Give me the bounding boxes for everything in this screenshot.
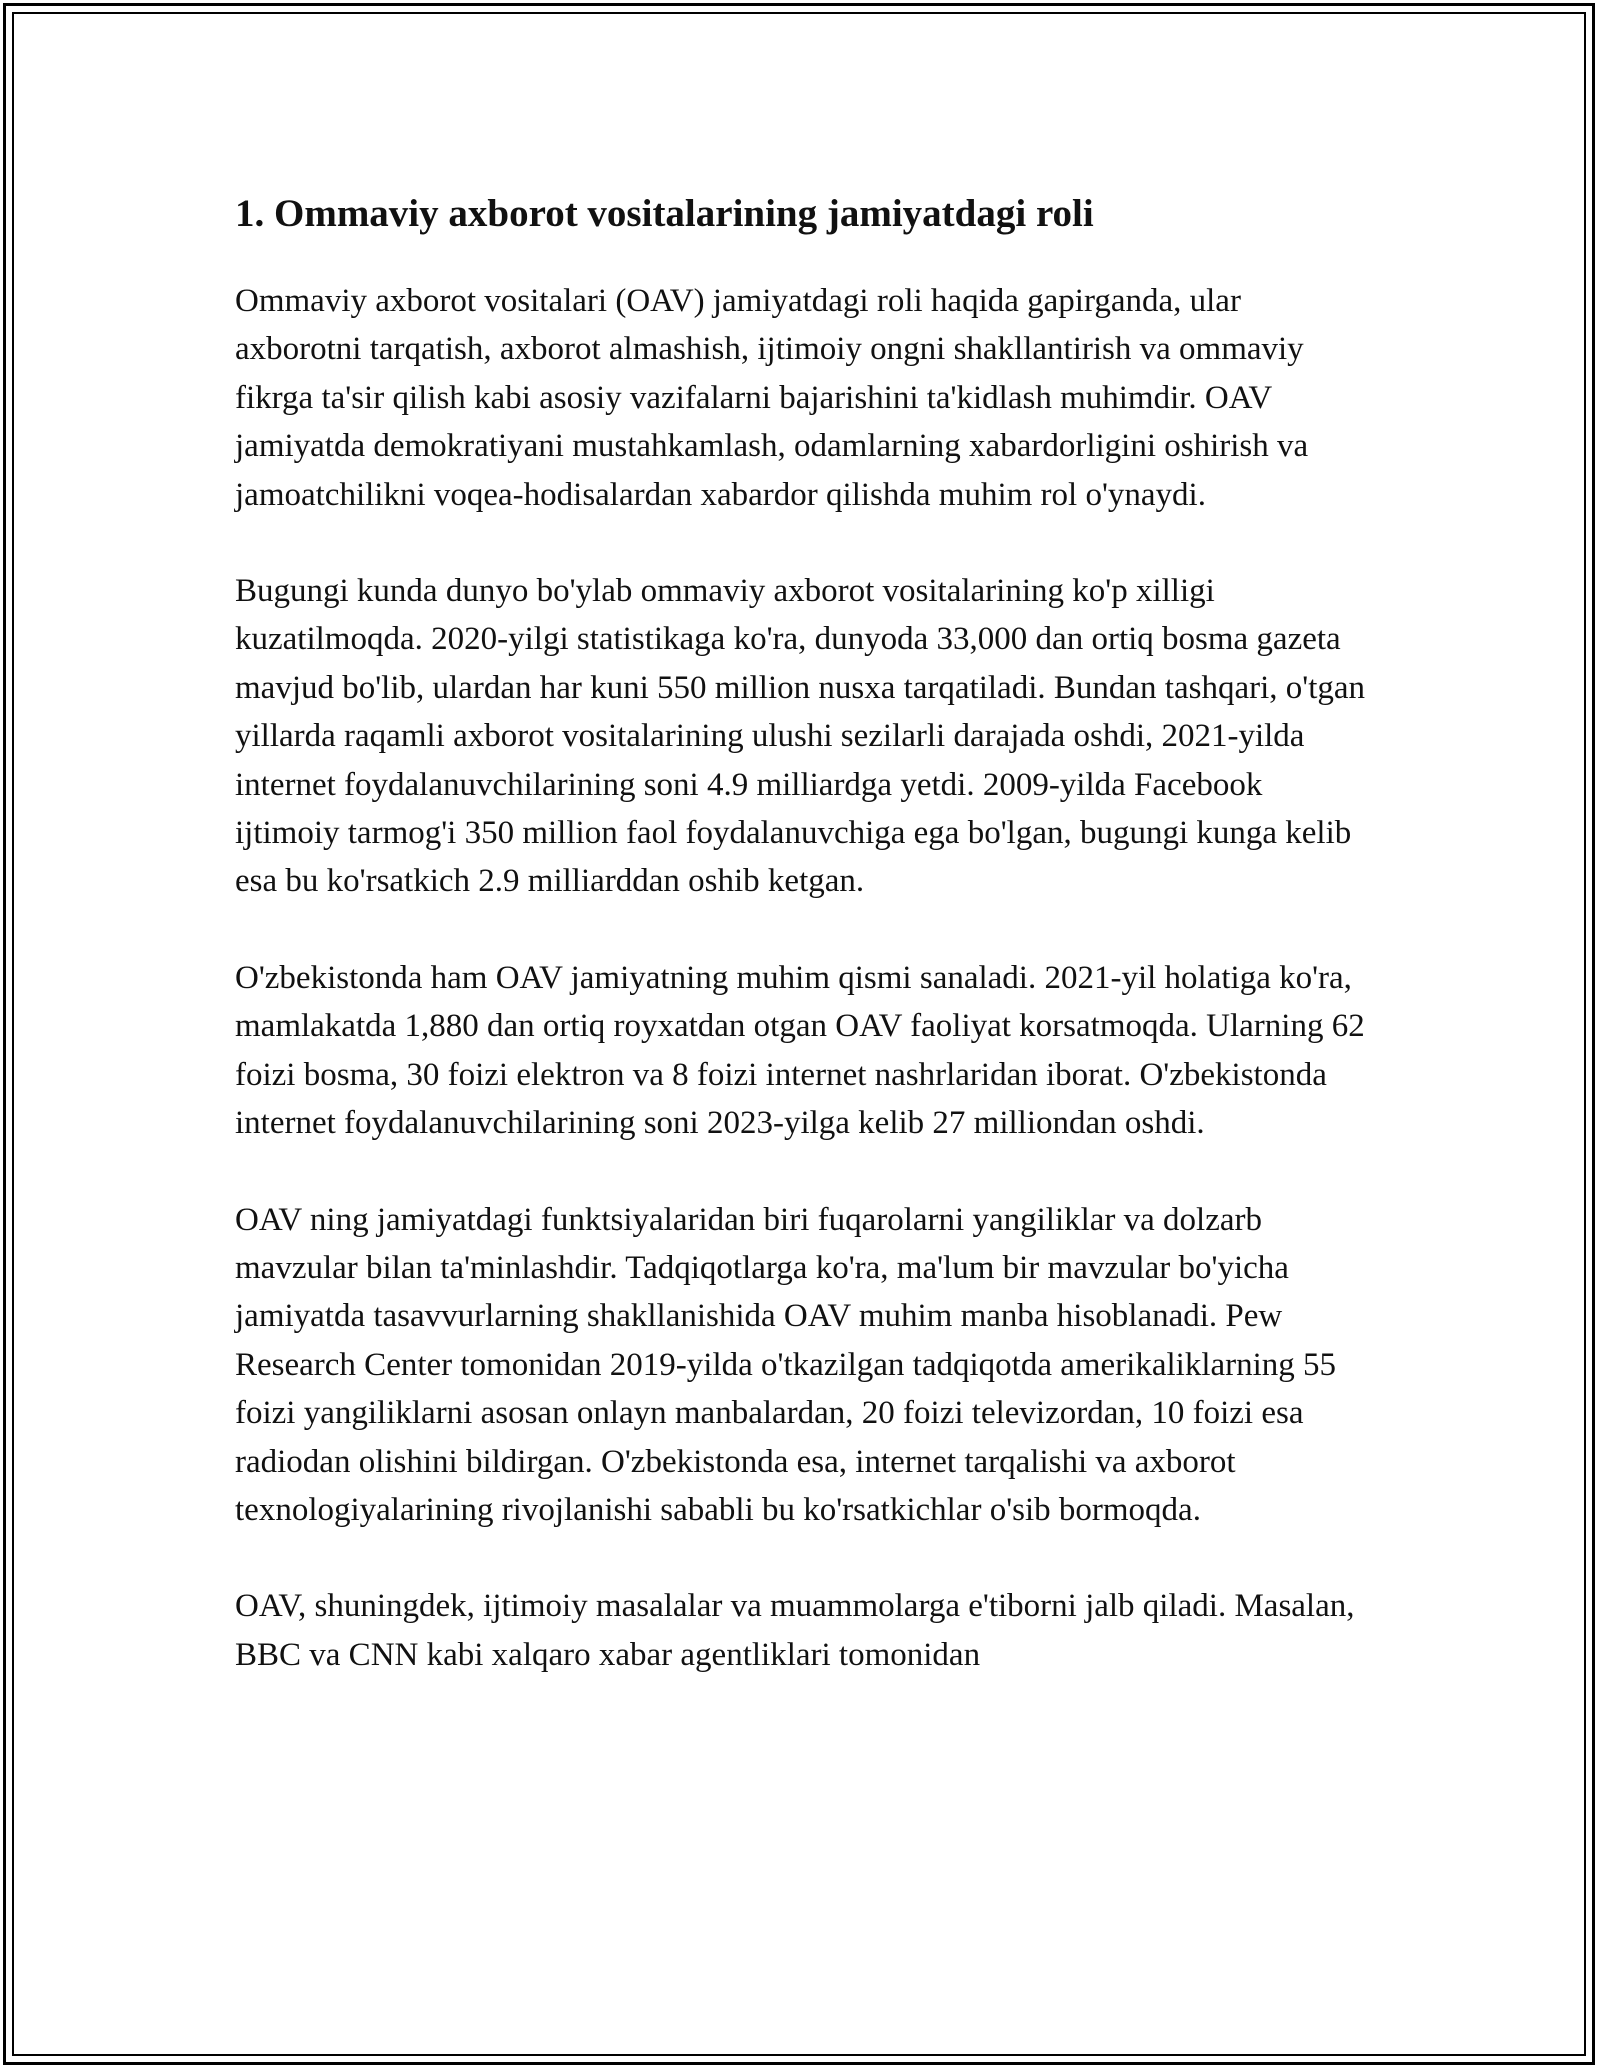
paragraph-1: Ommaviy axborot vositalari (OAV) jamiyatdagi roli haqida gapirganda, ular axborotni tarqatish, axborot almashish, ijtimoiy ongni shakllantirish va ommaviy fikrga ta'sir qilish kabi asosiy vazifalarni bajarishini ta'kidlash muhimdir. OAV jamiyatda demokratiyani mustahkamlash, odamlarning xabardorligini oshirish va jamoatchilikni voqea-hodisalardan xabardor qilishda muhim rol o'ynaydi. (235, 283, 1309, 513)
paragraph-4: OAV ning jamiyatdagi funktsiyalaridan biri fuqarolarni yangiliklar va dolzarb mavzular bilan ta'minlashdir. Tadqiqotlarga ko'ra, ma'lum bir mavzular bo'yicha jamiyatda tasavvurlarning shakllanishida OAV muhim manba hisoblanadi. Pew Research Center tomonidan 2019-yilda o'tkazilgan tadqiqotda amerikaliklarning 55 foizi yangiliklarni asosan onlayn manbalardan, 20 foizi televizordan, 10 foizi esa radiodan olishini bildirgan. O'zbekistonda esa, internet tarqalishi va axborot texnologiyalarining rivojlanishi sababli bu ko'rsatkichlar o'sib bormoqda. (235, 1201, 1337, 1528)
paragraph-5: OAV, shuningdek, ijtimoiy masalalar va muammolarga e'tiborni jalb qiladi. Masalan, BBC va CNN kabi xalqaro xabar agentliklari tomonidan (235, 1588, 1355, 1673)
paragraph-2: Bugungi kunda dunyo bo'ylab ommaviy axborot vositalarining ko'p xilligi kuzatilmoqda. 2020-yilgi statistikaga ko'ra, dunyoda 33,000 dan ortiq bosma gazeta mavjud bo'lib, ulardan har kuni 550 million nusxa tarqatiladi. Bundan tashqari, o'tgan yillarda raqamli axborot vositalarining ulushi sezilarli darajada oshdi, 2021-yilda internet foydalanuvchilarining soni 4.9 milliardga yetdi. 2009-yilda Facebook ijtimoiy tarmog'i 350 million faol foydalanuvchiga ega bo'lgan, bugungi kunga kelib esa bu ko'rsatkich 2.9 milliarddan oshib ketgan. (235, 573, 1366, 900)
document-body (235, 186, 1370, 1727)
section-heading: 1. Ommaviy axborot vositalarining jamiyatdagi roli (235, 192, 1094, 235)
paragraph-3: O'zbekistonda ham OAV jamiyatning muhim qismi sanaladi. 2021-yil holatiga ko'ra, mamlakatda 1,880 dan ortiq royxatdan otgan OAV faoliyat korsatmoqda. Ularning 62 foizi bosma, 30 foizi elektron va 8 foizi internet nashrlaridan iborat. O'zbekistonda internet foydalanuvchilarining soni 2023-yilga kelib 27 milliondan oshdi. (235, 959, 1365, 1142)
